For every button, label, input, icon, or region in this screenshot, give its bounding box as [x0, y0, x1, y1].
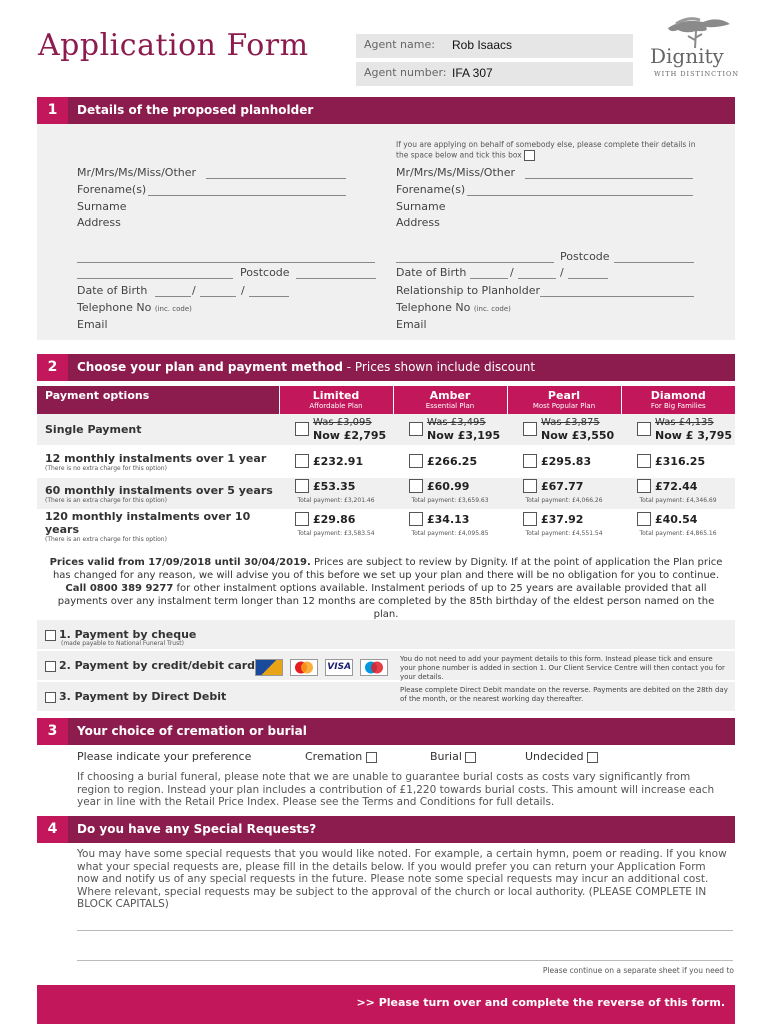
left-postcode-label: Postcode	[240, 266, 290, 279]
plan-checkbox[interactable]	[637, 454, 651, 468]
left-email-label: Email	[77, 318, 108, 331]
section-1-title: Details of the proposed planholder	[77, 103, 314, 117]
burial-checkbox[interactable]	[465, 752, 476, 763]
header-plan-amber: Amber Essential Plan	[393, 386, 507, 414]
undecided-option[interactable]: Undecided	[525, 750, 598, 763]
left-title-label: Mr/Mrs/Ms/Miss/Other	[77, 166, 197, 179]
direct-debit-checkbox[interactable]	[45, 692, 56, 703]
logo-tagline: WITH DISTINCTION	[654, 70, 740, 78]
right-address-label: Address	[396, 216, 440, 229]
section-3-header	[37, 718, 735, 745]
plan-checkbox[interactable]	[523, 454, 537, 468]
cremation-option[interactable]: Cremation	[305, 750, 377, 763]
section-3-number: 3	[37, 718, 68, 745]
special-requests-line-2[interactable]	[77, 960, 733, 961]
agent-number-field[interactable]: IFA 307	[452, 66, 493, 80]
left-telephone-label: Telephone No (inc. code)	[77, 301, 192, 314]
left-address-line-2[interactable]	[77, 278, 233, 279]
burial-option[interactable]: Burial	[430, 750, 476, 763]
row-label: 60 monthly instalments over 5 years (There is an extra charge for this option)	[37, 478, 279, 510]
right-title-label: Mr/Mrs/Ms/Miss/Other	[396, 166, 516, 179]
agent-name-field[interactable]: Rob Isaacs	[452, 38, 513, 52]
section-4-number: 4	[37, 816, 68, 843]
maestro-icon	[360, 659, 388, 676]
continue-note: Please continue on a separate sheet if you need to	[542, 966, 734, 975]
cheque-note: (made payable to National Funeral Trust)	[61, 640, 184, 647]
logo-name: Dignity	[650, 44, 724, 68]
left-surname-input[interactable]	[148, 212, 346, 213]
dignity-logo	[648, 14, 743, 80]
payment-direct-debit-row	[37, 682, 735, 711]
row-label: 12 monthly instalments over 1 year (There is no extra charge for this option)	[37, 446, 279, 478]
section-4-header	[37, 816, 735, 843]
right-forenames-input[interactable]	[467, 195, 693, 196]
plan-checkbox[interactable]	[523, 422, 537, 436]
right-dob-label: Date of Birth	[396, 266, 467, 279]
footer-text: >> Please turn over and complete the reverse of this form.	[356, 996, 725, 1009]
right-dob-day[interactable]	[470, 278, 508, 279]
right-forenames-label: Forename(s)	[396, 183, 466, 196]
row-label: 120 monthly instalments over 10 years (There is an extra charge for this option)	[37, 510, 279, 544]
burial-paragraph: If choosing a burial funeral, please note that we are unable to guarantee burial costs as costs vary significantly from region to region. Instead your plan includes a contribution of £1,220 towards burial costs. This amount will increase each year in line with the Retail Price Index. Please see the Terms and Conditions for full details.	[77, 771, 715, 808]
visa-debit-icon	[255, 659, 283, 676]
left-dob-sep-2: /	[241, 284, 245, 297]
direct-debit-label: 3. Payment by Direct Debit	[59, 690, 227, 703]
plan-checkbox[interactable]	[409, 512, 423, 526]
plan-checkbox[interactable]	[295, 512, 309, 526]
preference-prompt: Please indicate your preference	[77, 750, 252, 763]
plan-checkbox[interactable]	[409, 422, 423, 436]
left-forenames-input[interactable]	[148, 195, 346, 196]
left-forenames-label: Forename(s)	[77, 183, 147, 196]
left-dob-sep-1: /	[192, 284, 196, 297]
agent-number-row	[356, 62, 633, 86]
plan-checkbox[interactable]	[637, 422, 651, 436]
direct-debit-info: Please complete Direct Debit mandate on the reverse. Payments are debited on the 28th day of the month, or the nearest working day thereafter.	[400, 686, 728, 703]
table-row: 120 monthly instalments over 10 years (There is an extra charge for this option) £29.86 Total payment: £3,583.54 £34.13 Total payment: £4,095.85 £37.92 Total payment: £4,551.54 £40.54 Total payment: £4,865.16	[37, 510, 735, 544]
agent-name-label: Agent name:	[364, 38, 435, 51]
right-title-input[interactable]	[525, 178, 693, 179]
right-email-label: Email	[396, 318, 427, 331]
payment-cheque-row	[37, 620, 735, 649]
left-address-label: Address	[77, 216, 121, 229]
right-dob-month[interactable]	[518, 278, 556, 279]
section-2-header	[37, 354, 735, 381]
header-payment-options: Payment options	[37, 386, 279, 414]
row-label: Single Payment	[37, 414, 279, 446]
visa-icon: VISA	[325, 659, 353, 676]
right-relationship-input[interactable]	[540, 296, 694, 297]
right-surname-label: Surname	[396, 200, 446, 213]
right-address-line-1[interactable]	[396, 262, 554, 263]
payment-card-row	[37, 651, 735, 680]
header-plan-pearl: Pearl Most Popular Plan	[507, 386, 621, 414]
cheque-checkbox[interactable]	[45, 630, 56, 641]
right-postcode-label: Postcode	[560, 250, 610, 263]
left-postcode-input[interactable]	[296, 278, 376, 279]
plan-table	[37, 386, 735, 544]
table-row: 60 monthly instalments over 5 years (There is an extra charge for this option) £53.35 Total payment: £3,201.46 £60.99 Total payment: £3,659.63 £67.77 Total payment: £4,066.26 £72.44 Total payment: £4,346.69	[37, 478, 735, 510]
left-dob-month[interactable]	[200, 296, 236, 297]
left-surname-label: Surname	[77, 200, 127, 213]
plan-checkbox[interactable]	[295, 454, 309, 468]
special-requests-paragraph: You may have some special requests that you would like noted. For example, a certain hymn, poem or reading. If you know what your special requests are, please fill in the details below. If you would prefer you can return your Application Form now and notify us of any special requests in the future. Please note some special requests may incur an additional cost. Where relevant, special requests may be subject to the approval of the church or local authority. (PLEASE COMPLETE IN BLOCK CAPITALS)	[77, 848, 727, 910]
card-info: You do not need to add your payment details to this form. Instead please tick and ensure your phone number is added in section 1. Our Client Service Centre will then contact you for your details.	[400, 655, 725, 681]
behalf-note: If you are applying on behalf of somebody else, please complete their details in the space below and tick this box	[396, 140, 696, 160]
left-title-input[interactable]	[206, 178, 346, 179]
plan-checkbox[interactable]	[637, 512, 651, 526]
right-dob-year[interactable]	[568, 278, 608, 279]
right-telephone-label: Telephone No (inc. code)	[396, 301, 511, 314]
cremation-checkbox[interactable]	[366, 752, 377, 763]
left-dob-label: Date of Birth	[77, 284, 148, 297]
header-plan-diamond: Diamond For Big Families	[621, 386, 735, 414]
header-plan-limited: Limited Affordable Plan	[279, 386, 393, 414]
footer-bar	[37, 985, 735, 1024]
right-dob-sep-2: /	[560, 266, 564, 279]
cheque-label: 1. Payment by cheque	[59, 628, 197, 641]
plan-checkbox[interactable]	[295, 422, 309, 436]
left-dob-day[interactable]	[155, 296, 191, 297]
section-2-number: 2	[37, 354, 68, 381]
section-1-number: 1	[37, 97, 68, 124]
section-2-title: Choose your plan and payment method - Prices shown include discount	[77, 360, 536, 374]
table-row: 12 monthly instalments over 1 year (There is no extra charge for this option) £232.91 £266.25 £295.83 £316.25	[37, 446, 735, 478]
section-1-header	[37, 97, 735, 124]
card-checkbox[interactable]	[45, 661, 56, 672]
page-title: Application Form	[38, 28, 309, 63]
plan-checkbox[interactable]	[295, 479, 309, 493]
card-logos	[255, 657, 390, 676]
plan-checkbox[interactable]	[409, 479, 423, 493]
plan-checkbox[interactable]	[523, 512, 537, 526]
agent-name-row	[356, 34, 633, 58]
plan-checkbox[interactable]	[637, 479, 651, 493]
behalf-checkbox[interactable]	[524, 150, 535, 161]
right-relationship-label: Relationship to Planholder	[396, 284, 540, 297]
agent-number-label: Agent number:	[364, 66, 447, 79]
section-3-title: Your choice of cremation or burial	[77, 724, 307, 738]
left-dob-year[interactable]	[249, 296, 289, 297]
plan-checkbox[interactable]	[409, 454, 423, 468]
left-address-line-1[interactable]	[77, 262, 375, 263]
table-row: Single Payment Was £3,095 Now £2,795 Was £3,495 Now £3,195 Was £3,875 Now £3,550 Was £4,135 Now £ 3,795	[37, 414, 735, 446]
section-4-title: Do you have any Special Requests?	[77, 822, 317, 836]
prices-note: Prices valid from 17/09/2018 until 30/04/2019. Prices are subject to review by Dignity. If at the point of application the Plan price has changed for any reason, we will advise you of this before we set up your plan and there will be no obligation for you to continue. Call 0800 389 9277 for other instalment options available. Instalment periods of up to 25 years are available provided that all payments over any instalment term longer than 12 months are completed by the 85th birthday of the eldest person named on the plan.	[49, 557, 723, 620]
card-label: 2. Payment by credit/debit card	[59, 659, 256, 672]
plan-checkbox[interactable]	[523, 479, 537, 493]
right-postcode-input[interactable]	[614, 262, 694, 263]
mastercard-icon	[290, 659, 318, 676]
undecided-checkbox[interactable]	[587, 752, 598, 763]
right-dob-sep-1: /	[510, 266, 514, 279]
special-requests-line-1[interactable]	[77, 930, 733, 931]
